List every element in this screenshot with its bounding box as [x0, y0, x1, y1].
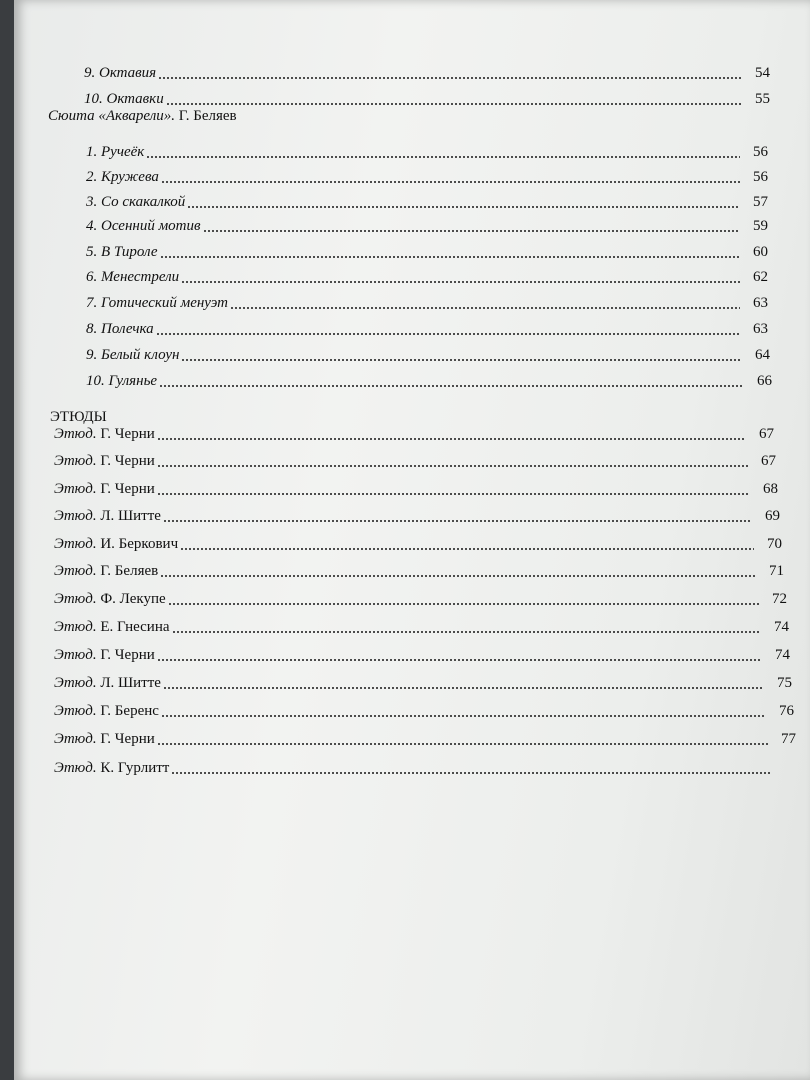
dot-leader: [168, 603, 759, 605]
entry-title: 4. Осенний мотив: [86, 218, 201, 234]
entry-kind: Этюд.: [54, 760, 97, 776]
toc-entry: [86, 217, 768, 235]
toc-entry: [86, 243, 768, 261]
entry-title: 1. Ручеёк: [86, 144, 145, 160]
dot-leader: [159, 385, 744, 387]
toc-entry: [54, 507, 780, 525]
page-number: 66: [757, 373, 772, 389]
toc-entry: [54, 618, 789, 636]
toc-entry: [86, 193, 768, 211]
entry-title: 2. Кружева: [86, 169, 159, 185]
entry-author: Е. Гнесина: [100, 619, 170, 635]
toc-entry: [86, 320, 768, 338]
dot-leader: [163, 520, 752, 522]
entry-author: Г. Черни: [100, 731, 155, 747]
entry-title: 8. Полечка: [86, 321, 154, 337]
etudes-heading: ЭТЮДЫ: [50, 409, 107, 425]
entry-kind: Этюд.: [54, 536, 97, 552]
toc-entry: [54, 590, 787, 608]
toc-entry: [54, 702, 794, 720]
toc-entry: [86, 143, 768, 161]
entry-kind: Этюд.: [54, 647, 97, 663]
dot-leader: [161, 715, 766, 717]
dot-leader: [163, 687, 764, 689]
page-number: 77: [781, 731, 796, 747]
toc-entry: [86, 346, 770, 364]
toc-entry: [84, 90, 770, 108]
dot-leader: [181, 281, 740, 283]
page-number: 69: [765, 508, 780, 524]
suite-title: Сюита «Акварели».: [48, 108, 176, 124]
dot-leader: [171, 772, 770, 774]
toc-entry: [54, 674, 792, 692]
entry-author: К. Гурлитт: [100, 760, 170, 776]
book-page: [14, 0, 810, 1080]
dot-leader: [156, 333, 740, 335]
dot-leader: [158, 77, 742, 79]
entry-kind: Этюд.: [54, 426, 97, 442]
entry-author: Ф. Лекупе: [100, 591, 166, 607]
entry-kind: Этюд.: [54, 731, 97, 747]
suite-heading: [48, 108, 237, 125]
page-number: 54: [755, 65, 770, 81]
page-number: 62: [753, 269, 768, 285]
page-number: 55: [755, 91, 770, 107]
page-number: 68: [763, 481, 778, 497]
entry-author: Г. Черни: [100, 453, 155, 469]
entry-kind: Этюд.: [54, 508, 97, 524]
toc-entry: [54, 730, 796, 748]
entry-title: 10. Октавки: [84, 91, 164, 107]
entry-author: Г. Беренс: [100, 703, 159, 719]
toc-entry: [54, 452, 776, 470]
entry-author: Л. Шитте: [100, 675, 161, 691]
entry-author: И. Беркович: [100, 536, 179, 552]
dot-leader: [146, 156, 740, 158]
toc-entry: [54, 759, 798, 777]
page-number: 70: [767, 536, 782, 552]
dot-leader: [160, 256, 740, 258]
entry-author: Г. Черни: [100, 647, 155, 663]
entry-kind: Этюд.: [54, 453, 97, 469]
page-number: 71: [769, 563, 784, 579]
table-of-contents: [14, 0, 810, 800]
entry-author: Г. Черни: [100, 481, 155, 497]
entry-kind: Этюд.: [54, 619, 97, 635]
page-number: 74: [775, 647, 790, 663]
entry-title: 10. Гулянье: [86, 373, 158, 389]
page-number: 59: [753, 218, 768, 234]
entry-kind: Этюд.: [54, 675, 97, 691]
page-number: 64: [755, 347, 770, 363]
entry-author: Л. Шитте: [100, 508, 161, 524]
entry-author: Г. Беляев: [100, 563, 159, 579]
page-number: 76: [779, 703, 794, 719]
entry-kind: Этюд.: [54, 563, 97, 579]
dot-leader: [157, 465, 748, 467]
page-number: 75: [777, 675, 792, 691]
entry-title: 7. Готический менуэт: [86, 295, 229, 311]
toc-entry: [54, 562, 784, 580]
entry-title: 9. Октавия: [84, 65, 157, 81]
dot-leader: [187, 206, 740, 208]
dot-leader: [230, 307, 740, 309]
page-number: 60: [753, 244, 768, 260]
page-number: 72: [772, 591, 787, 607]
dot-leader: [157, 659, 762, 661]
entry-title: 9. Белый клоун: [86, 347, 180, 363]
page-number: 74: [774, 619, 789, 635]
page-number: 57: [753, 194, 768, 210]
dot-leader: [180, 548, 754, 550]
dot-leader: [157, 743, 768, 745]
dot-leader: [181, 359, 742, 361]
dot-leader: [157, 493, 750, 495]
suite-author: Г. Беляев: [175, 108, 237, 124]
toc-entry: [86, 168, 768, 186]
toc-entry: [54, 646, 790, 664]
toc-entry: [54, 535, 782, 553]
dot-leader: [157, 438, 746, 440]
dot-leader: [203, 230, 741, 232]
entry-title: 6. Менестрели: [86, 269, 180, 285]
page-number: 67: [761, 453, 776, 469]
entry-kind: Этюд.: [54, 703, 97, 719]
toc-entry: [54, 425, 774, 443]
toc-entry: [86, 294, 768, 312]
entry-kind: Этюд.: [54, 481, 97, 497]
entry-title: 5. В Тироле: [86, 244, 158, 260]
page-number: 67: [759, 426, 774, 442]
toc-entry: [54, 480, 778, 498]
entry-title: 3. Со скакалкой: [86, 194, 186, 210]
dot-leader: [160, 575, 756, 577]
toc-entry: [86, 268, 768, 286]
entry-kind: Этюд.: [54, 591, 97, 607]
dot-leader: [172, 631, 761, 633]
toc-entry: [86, 372, 772, 390]
dot-leader: [161, 181, 740, 183]
toc-entry: [84, 64, 770, 82]
page-number: 63: [753, 321, 768, 337]
dot-leader: [166, 103, 742, 105]
entry-author: Г. Черни: [100, 426, 155, 442]
page-number: 63: [753, 295, 768, 311]
page-number: 56: [753, 169, 768, 185]
page-number: 56: [753, 144, 768, 160]
